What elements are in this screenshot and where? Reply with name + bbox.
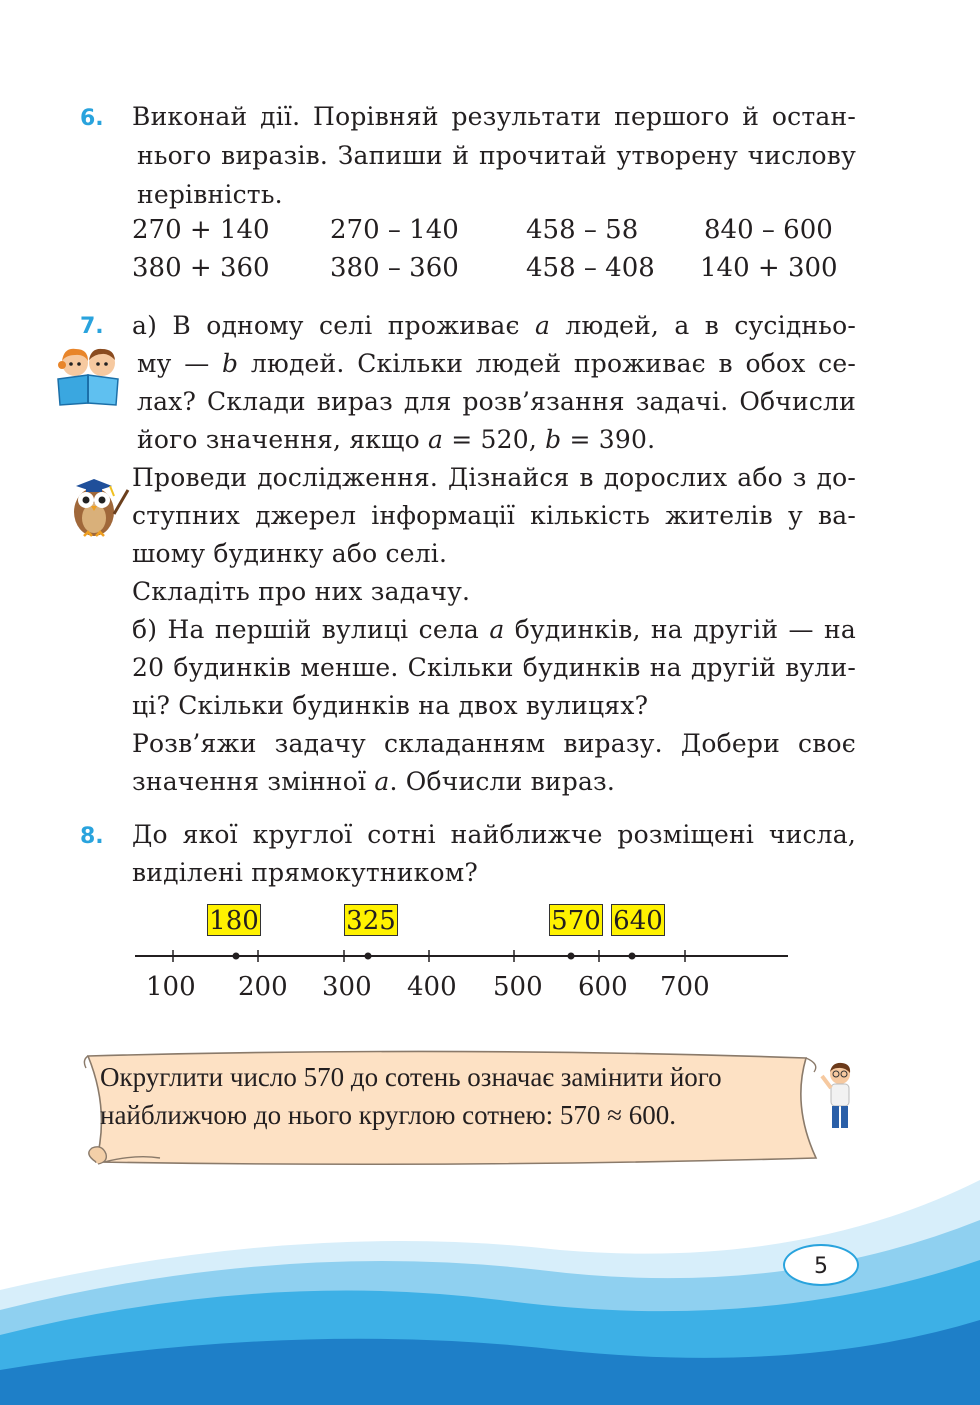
exercise-7a-line-1: а) В одному селі проживає а людей, а в сусідньо- — [132, 311, 856, 340]
tick-label: 600 — [578, 972, 628, 1002]
exercise-6-line-1: Виконай дії. Порівняй результати першого й остан- — [132, 102, 856, 131]
exercise-7a-line-3: лах? Склади вираз для розв’язання задачі. Обчисли — [137, 387, 856, 416]
owl-teacher-icon — [62, 470, 132, 540]
expression: 458 – 58 — [526, 215, 639, 245]
exercise-7a-line-4: його значення, якщо а = 520, b = 390. — [137, 425, 656, 454]
exercise-7b-line-1: б) На першій вулиці села а будинків, на другій — на — [132, 615, 856, 644]
research-line-3: шому будинку або селі. — [132, 539, 448, 568]
exercise-8-line-2: виділені прямокутником? — [132, 858, 478, 887]
tick-label: 400 — [407, 972, 457, 1002]
expression: 270 + 140 — [132, 215, 270, 245]
point-570 — [568, 953, 575, 960]
point-180 — [233, 953, 240, 960]
exercise-7b-line-2: 20 будинків менше. Скільки будинків на другій вули- — [132, 653, 856, 682]
expression: 140 + 300 — [700, 253, 838, 283]
exercise-8-line-1: До якої круглої сотні найближче розміщені числа, — [132, 820, 856, 849]
exercise-8-number: 8. — [80, 824, 104, 849]
exercise-7-number: 7. — [80, 314, 104, 339]
tick-label: 200 — [238, 972, 288, 1002]
expression: 380 + 360 — [132, 253, 270, 283]
highlighted-number-box: 640 — [611, 904, 665, 936]
rule-line-1: Округлити число 570 до сотень означає замінити його — [100, 1062, 722, 1092]
expression: 840 – 600 — [704, 215, 833, 245]
exercise-6-number: 6. — [80, 106, 104, 131]
page-number: 5 — [783, 1244, 859, 1286]
expression: 270 – 140 — [330, 215, 459, 245]
expression: 380 – 360 — [330, 253, 459, 283]
rule-line-2: найближчою до нього круглою сотнею: 570 ≈ 600. — [100, 1100, 676, 1130]
exercise-6-line-3: нерівність. — [137, 180, 283, 209]
exercise-7b-line-4: Розв’яжи задачу складанням виразу. Добери своє — [132, 729, 856, 758]
highlighted-number-box: 325 — [344, 904, 398, 936]
number-line — [130, 944, 795, 968]
exercise-7b-line-5: значення змінної а. Обчисли вираз. — [132, 767, 616, 796]
exercise-7b-line-3: ці? Скільки будинків на двох вулицях? — [132, 691, 649, 720]
research-line-1: Проведи дослідження. Дізнайся в дорослих або з до- — [132, 463, 856, 492]
highlighted-number-box: 570 — [549, 904, 603, 936]
boy-pointing-icon — [818, 1060, 858, 1132]
point-325 — [365, 953, 372, 960]
exercise-6-line-2: нього виразів. Запиши й прочитай утворену числову — [137, 141, 856, 170]
highlighted-number-box: 180 — [207, 904, 261, 936]
tick-label: 100 — [146, 972, 196, 1002]
tick-label: 500 — [493, 972, 543, 1002]
tick-label: 300 — [322, 972, 372, 1002]
exercise-7a-line-2: му — b людей. Скільки людей проживає в обох се- — [137, 349, 856, 378]
point-640 — [629, 953, 636, 960]
kids-reading-icon — [50, 345, 128, 407]
expression: 458 – 408 — [526, 253, 655, 283]
tick-label: 700 — [660, 972, 710, 1002]
research-line-4: Складіть про них задачу. — [132, 577, 471, 606]
research-line-2: ступних джерел інформації кількість жителів у ва- — [132, 501, 856, 530]
